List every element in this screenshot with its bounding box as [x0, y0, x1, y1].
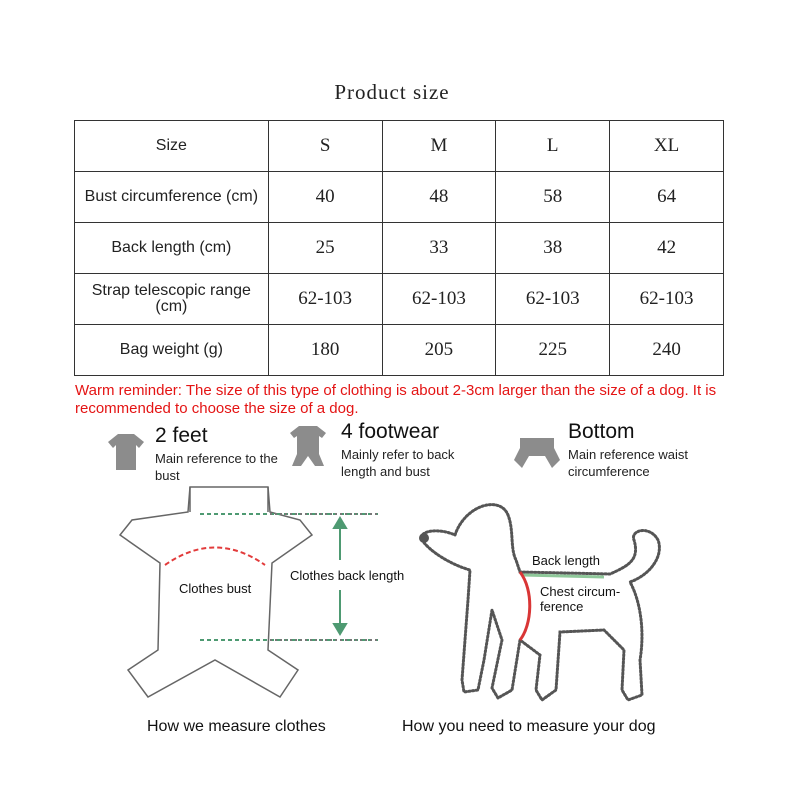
- table-header-cell: XL: [610, 121, 724, 172]
- category-title: 2 feet: [155, 424, 208, 447]
- table-cell: 33: [382, 223, 496, 274]
- table-cell: 48: [382, 172, 496, 223]
- table-cell: 64: [610, 172, 724, 223]
- category-title: 4 footwear: [341, 420, 440, 443]
- category-description: Mainly refer to back length and bust: [341, 447, 455, 479]
- table-header-cell: L: [496, 121, 610, 172]
- dog-back-length-line: [522, 575, 604, 577]
- clothes-bust-line: [165, 548, 265, 566]
- table-row: [75, 223, 724, 274]
- four-leg-garment-icon: [286, 424, 330, 470]
- table-cell: 40: [268, 172, 382, 223]
- dog-chest-label-line2: ference: [540, 599, 584, 614]
- dog-chest-line: [520, 572, 530, 640]
- table-header-row: [75, 121, 724, 172]
- row-label: Bust circumference (cm): [75, 172, 269, 223]
- table-cell: 58: [496, 172, 610, 223]
- category-title: Bottom: [568, 420, 635, 443]
- two-leg-garment-icon: [104, 432, 148, 472]
- dog-nose: [419, 533, 429, 543]
- table-cell: 62-103: [382, 274, 496, 325]
- size-table: [74, 120, 724, 376]
- table-cell: 38: [496, 223, 610, 274]
- page-title: Product size: [334, 80, 450, 104]
- table-cell: 205: [382, 325, 496, 376]
- category-description: Main reference waist circumference: [568, 447, 688, 479]
- table-cell: 62-103: [268, 274, 382, 325]
- table-row: [75, 274, 724, 325]
- table-header-cell: Size: [75, 121, 269, 172]
- table-row: [75, 172, 724, 223]
- clothes-bust-label: Clothes bust: [179, 581, 252, 596]
- table-cell: 225: [496, 325, 610, 376]
- row-label: Strap telescopic range (cm): [75, 274, 269, 325]
- table-cell: 25: [268, 223, 382, 274]
- row-label: Bag weight (g): [75, 325, 269, 376]
- table-header-cell: M: [382, 121, 496, 172]
- table-cell: 240: [610, 325, 724, 376]
- table-cell: 62-103: [610, 274, 724, 325]
- table-cell: 42: [610, 223, 724, 274]
- category-description: Main reference to the bust: [155, 451, 278, 483]
- dog-back-length-label: Back length: [532, 553, 600, 568]
- table-cell: 62-103: [496, 274, 610, 325]
- warm-reminder: Warm reminder: The size of this type of clothing is about 2-3cm larger than the size of a dog. It is recommended to choose the size of a dog.: [75, 382, 717, 417]
- row-label: Back length (cm): [75, 223, 269, 274]
- dog-chest-label-line1: Chest circum-: [540, 584, 621, 599]
- table-row: [75, 325, 724, 376]
- clothes-back-length-label: Clothes back length: [290, 568, 405, 583]
- table-header-cell: S: [268, 121, 382, 172]
- bottom-garment-icon: [512, 436, 562, 472]
- clothes-caption: How we measure clothes: [147, 718, 326, 735]
- dog-caption: How you need to measure your dog: [402, 718, 656, 735]
- table-cell: 180: [268, 325, 382, 376]
